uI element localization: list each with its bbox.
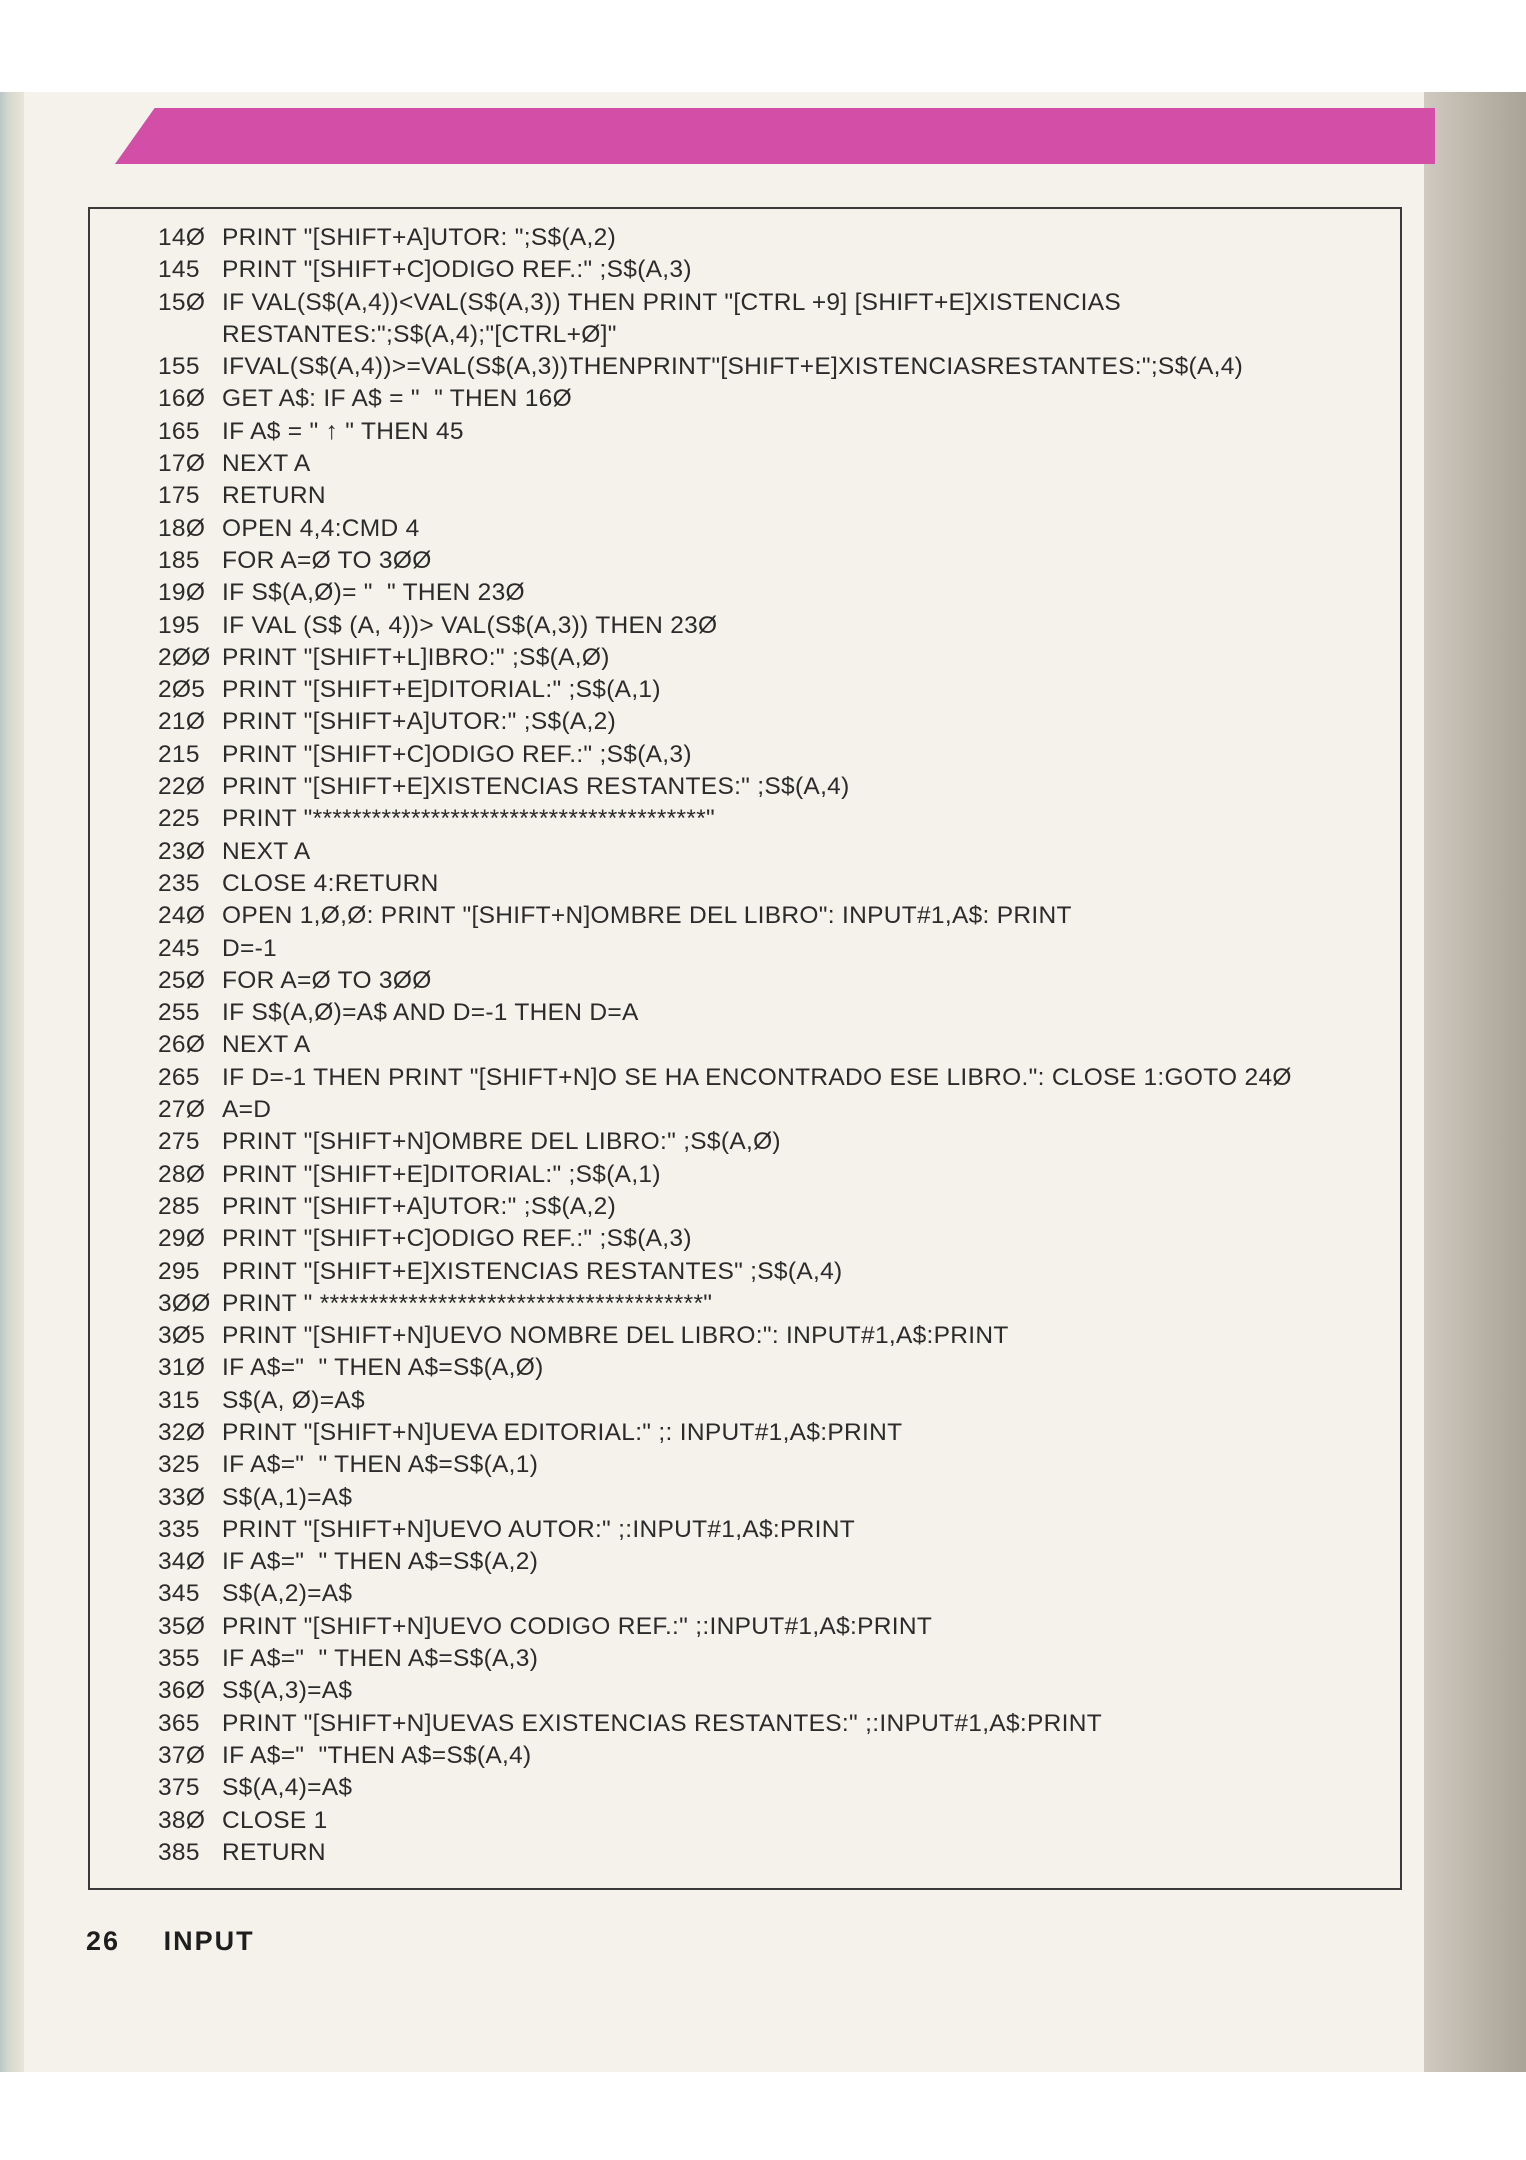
line-number: 37Ø	[158, 1741, 206, 1769]
scan-left-edge	[0, 92, 24, 2072]
line-number: 38Ø	[158, 1806, 206, 1834]
line-code: PRINT "[SHIFT+A]UTOR: ";S$(A,2)	[222, 224, 617, 251]
line-number: 375	[158, 1774, 200, 1802]
code-line	[158, 771, 1408, 803]
line-code: IF A$=" " THEN A$=S$(A,3)	[222, 1645, 539, 1673]
code-line	[158, 674, 1408, 706]
line-number: 18Ø	[158, 514, 206, 542]
line-number: 265	[158, 1063, 200, 1091]
code-line	[158, 1805, 1408, 1837]
line-code: OPEN 4,4:CMD 4	[222, 514, 420, 542]
line-number: 385	[158, 1838, 200, 1866]
line-code: FOR A=Ø TO 3ØØ	[222, 966, 432, 994]
code-line	[158, 416, 1408, 448]
code-line	[158, 1223, 1408, 1255]
line-code: PRINT "[SHIFT+E]DITORIAL:" ;S$(A,1)	[222, 1160, 661, 1188]
code-line	[158, 1417, 1408, 1449]
code-line	[158, 706, 1408, 738]
line-code: PRINT "[SHIFT+N]UEVA EDITORIAL:" ;: INPUT#1,A$:PRINT	[222, 1418, 903, 1446]
line-number: 21Ø	[158, 708, 206, 736]
line-code: IF S$(A,Ø)=A$ AND D=-1 THEN D=A	[222, 999, 639, 1027]
line-number: 29Ø	[158, 1225, 206, 1253]
code-line	[158, 545, 1408, 577]
code-line	[158, 448, 1408, 480]
code-line	[158, 1482, 1408, 1514]
line-number: 32Ø	[158, 1418, 206, 1446]
code-line	[158, 1094, 1408, 1126]
code-line	[158, 933, 1408, 965]
line-code: PRINT "[SHIFT+A]UTOR:" ;S$(A,2)	[222, 1192, 617, 1220]
code-line	[158, 383, 1408, 415]
code-line	[158, 1643, 1408, 1675]
code-line	[158, 868, 1408, 900]
line-code: OPEN 1,Ø,Ø: PRINT "[SHIFT+N]OMBRE DEL LIBRO": INPUT#1,A$: PRINT	[222, 902, 1072, 930]
code-line	[158, 1611, 1408, 1643]
line-number: 27Ø	[158, 1096, 206, 1124]
code-line	[158, 1546, 1408, 1578]
code-line	[158, 1029, 1408, 1061]
line-number: 225	[158, 805, 200, 833]
line-code: PRINT "[SHIFT+N]OMBRE DEL LIBRO:" ;S$(A,Ø)	[222, 1128, 781, 1156]
line-code: PRINT "[SHIFT+C]ODIGO REF.:" ;S$(A,3)	[222, 256, 692, 284]
code-line	[158, 965, 1408, 997]
line-code: CLOSE 1	[222, 1806, 328, 1834]
code-line	[158, 1772, 1408, 1804]
line-number: 215	[158, 740, 200, 768]
code-line	[158, 1288, 1408, 1320]
line-number: 15Ø	[158, 288, 206, 316]
line-number: 195	[158, 611, 200, 639]
line-code: NEXT A	[222, 450, 311, 478]
page-right-edge-shadow	[1424, 92, 1526, 2072]
line-code: PRINT "[SHIFT+E]XISTENCIAS RESTANTES" ;S$(A,4)	[222, 1257, 843, 1285]
line-code: PRINT "[SHIFT+E]DITORIAL:" ;S$(A,1)	[222, 676, 661, 704]
code-line	[158, 287, 1408, 319]
page-footer	[86, 1926, 255, 1957]
page-number: 26	[86, 1926, 121, 1956]
line-number: 33Ø	[158, 1483, 206, 1511]
line-number: 16Ø	[158, 385, 206, 413]
program-listing	[158, 222, 1408, 1869]
code-line	[158, 610, 1408, 642]
line-number: 22Ø	[158, 773, 206, 801]
line-number: 3Ø5	[158, 1322, 206, 1350]
line-number: 175	[158, 482, 200, 510]
code-line	[158, 1740, 1408, 1772]
line-number: 3ØØ	[158, 1289, 211, 1317]
line-number: 255	[158, 999, 200, 1027]
line-code: NEXT A	[222, 1031, 311, 1059]
line-code: PRINT "[SHIFT+L]IBRO:" ;S$(A,Ø)	[222, 643, 610, 671]
line-code: S$(A,2)=A$	[222, 1580, 353, 1608]
line-number: 335	[158, 1515, 200, 1543]
line-code: IF S$(A,Ø)= " " THEN 23Ø	[222, 579, 525, 607]
code-line	[158, 480, 1408, 512]
line-code: IF A$=" "THEN A$=S$(A,4)	[222, 1741, 532, 1769]
code-line	[158, 1062, 1408, 1094]
line-number: 365	[158, 1709, 200, 1737]
code-line	[158, 1708, 1408, 1740]
code-line	[158, 254, 1408, 286]
code-line	[158, 513, 1408, 545]
line-number: 165	[158, 417, 200, 445]
line-number: 36Ø	[158, 1677, 206, 1705]
line-code: PRINT "[SHIFT+N]UEVO AUTOR:" ;:INPUT#1,A$:PRINT	[222, 1515, 855, 1543]
line-number: 295	[158, 1257, 200, 1285]
line-number: 2Ø5	[158, 676, 206, 704]
line-number: 345	[158, 1580, 200, 1608]
line-number: 35Ø	[158, 1612, 206, 1640]
code-line	[158, 1837, 1408, 1869]
line-code: IF VAL(S$(A,4))<VAL(S$(A,3)) THEN PRINT "[CTRL +9] [SHIFT+E]XISTENCIAS	[222, 288, 1121, 316]
line-code: S$(A,1)=A$	[222, 1483, 353, 1511]
line-number: 24Ø	[158, 902, 206, 930]
line-code: PRINT "[SHIFT+C]ODIGO REF.:" ;S$(A,3)	[222, 1225, 692, 1253]
line-code: S$(A, Ø)=A$	[222, 1386, 365, 1414]
line-code: IF D=-1 THEN PRINT "[SHIFT+N]O SE HA ENCONTRADO ESE LIBRO.": CLOSE 1:GOTO 24Ø	[222, 1063, 1292, 1091]
line-number: 23Ø	[158, 837, 206, 865]
line-number: 2ØØ	[158, 643, 211, 671]
line-code: PRINT "[SHIFT+N]UEVO CODIGO REF.:" ;:INPUT#1,A$:PRINT	[222, 1612, 933, 1640]
line-code: GET A$: IF A$ = " " THEN 16Ø	[222, 385, 572, 413]
line-code: FOR A=Ø TO 3ØØ	[222, 546, 432, 574]
line-code: RETURN	[222, 482, 326, 510]
code-line	[158, 836, 1408, 868]
code-line	[158, 997, 1408, 1029]
code-line	[158, 1578, 1408, 1610]
code-line	[158, 1159, 1408, 1191]
magazine-name: INPUT	[163, 1926, 255, 1956]
line-number: 19Ø	[158, 579, 206, 607]
line-code: PRINT "[SHIFT+E]XISTENCIAS RESTANTES:" ;S$(A,4)	[222, 773, 850, 801]
code-line	[158, 739, 1408, 771]
line-code: IF A$ = " ↑ " THEN 45	[222, 417, 464, 445]
code-line	[158, 1126, 1408, 1158]
line-number: 275	[158, 1128, 200, 1156]
scan-top-margin	[0, 0, 1526, 92]
line-number: 17Ø	[158, 450, 206, 478]
line-code: PRINT "****************************************"	[222, 805, 716, 833]
line-code: IF A$=" " THEN A$=S$(A,Ø)	[222, 1354, 544, 1382]
scan-bottom-margin	[0, 2072, 1526, 2160]
line-code: S$(A,4)=A$	[222, 1774, 353, 1802]
code-line	[158, 1514, 1408, 1546]
code-line	[158, 1352, 1408, 1384]
line-number: 31Ø	[158, 1354, 206, 1382]
line-code: PRINT "[SHIFT+C]ODIGO REF.:" ;S$(A,3)	[222, 740, 692, 768]
line-code: IFVAL(S$(A,4))>=VAL(S$(A,3))THENPRINT"[SHIFT+E]XISTENCIASRESTANTES:";S$(A,4)	[222, 353, 1244, 381]
code-line	[158, 642, 1408, 674]
code-line	[158, 1385, 1408, 1417]
code-line-continuation	[158, 319, 1408, 351]
line-code: A=D	[222, 1096, 272, 1124]
code-line	[158, 1320, 1408, 1352]
line-number: 235	[158, 869, 200, 897]
code-line	[158, 1256, 1408, 1288]
line-number: 315	[158, 1386, 200, 1414]
line-code: D=-1	[222, 934, 277, 962]
line-code-continuation: RESTANTES:";S$(A,4);"[CTRL+Ø]"	[222, 320, 617, 348]
line-number: 245	[158, 934, 200, 962]
line-number: 325	[158, 1451, 200, 1479]
code-line	[158, 1675, 1408, 1707]
line-code: IF A$=" " THEN A$=S$(A,2)	[222, 1548, 539, 1576]
line-code: PRINT "[SHIFT+N]UEVAS EXISTENCIAS RESTANTES:" ;:INPUT#1,A$:PRINT	[222, 1709, 1102, 1737]
line-number: 285	[158, 1192, 200, 1220]
line-code: CLOSE 4:RETURN	[222, 869, 439, 897]
line-number: 26Ø	[158, 1031, 206, 1059]
line-code: PRINT "[SHIFT+A]UTOR:" ;S$(A,2)	[222, 708, 617, 736]
line-code: NEXT A	[222, 837, 311, 865]
header-accent-bar	[115, 108, 1435, 164]
line-code: PRINT "[SHIFT+N]UEVO NOMBRE DEL LIBRO:": INPUT#1,A$:PRINT	[222, 1322, 1009, 1350]
code-line	[158, 222, 1408, 254]
line-number: 185	[158, 546, 200, 574]
line-code: S$(A,3)=A$	[222, 1677, 353, 1705]
code-line	[158, 900, 1408, 932]
line-number: 155	[158, 353, 200, 381]
code-line	[158, 351, 1408, 383]
line-number: 355	[158, 1645, 200, 1673]
line-code: IF A$=" " THEN A$=S$(A,1)	[222, 1451, 539, 1479]
line-code: IF VAL (S$ (A, 4))> VAL(S$(A,3)) THEN 23Ø	[222, 611, 718, 639]
code-line	[158, 1449, 1408, 1481]
line-code: RETURN	[222, 1838, 326, 1866]
line-number: 14Ø	[158, 224, 206, 251]
line-code: PRINT " ***************************************"	[222, 1289, 713, 1317]
line-number: 28Ø	[158, 1160, 206, 1188]
code-line	[158, 1191, 1408, 1223]
line-number: 25Ø	[158, 966, 206, 994]
line-number: 145	[158, 256, 200, 284]
code-line	[158, 803, 1408, 835]
line-number: 34Ø	[158, 1548, 206, 1576]
code-line	[158, 577, 1408, 609]
